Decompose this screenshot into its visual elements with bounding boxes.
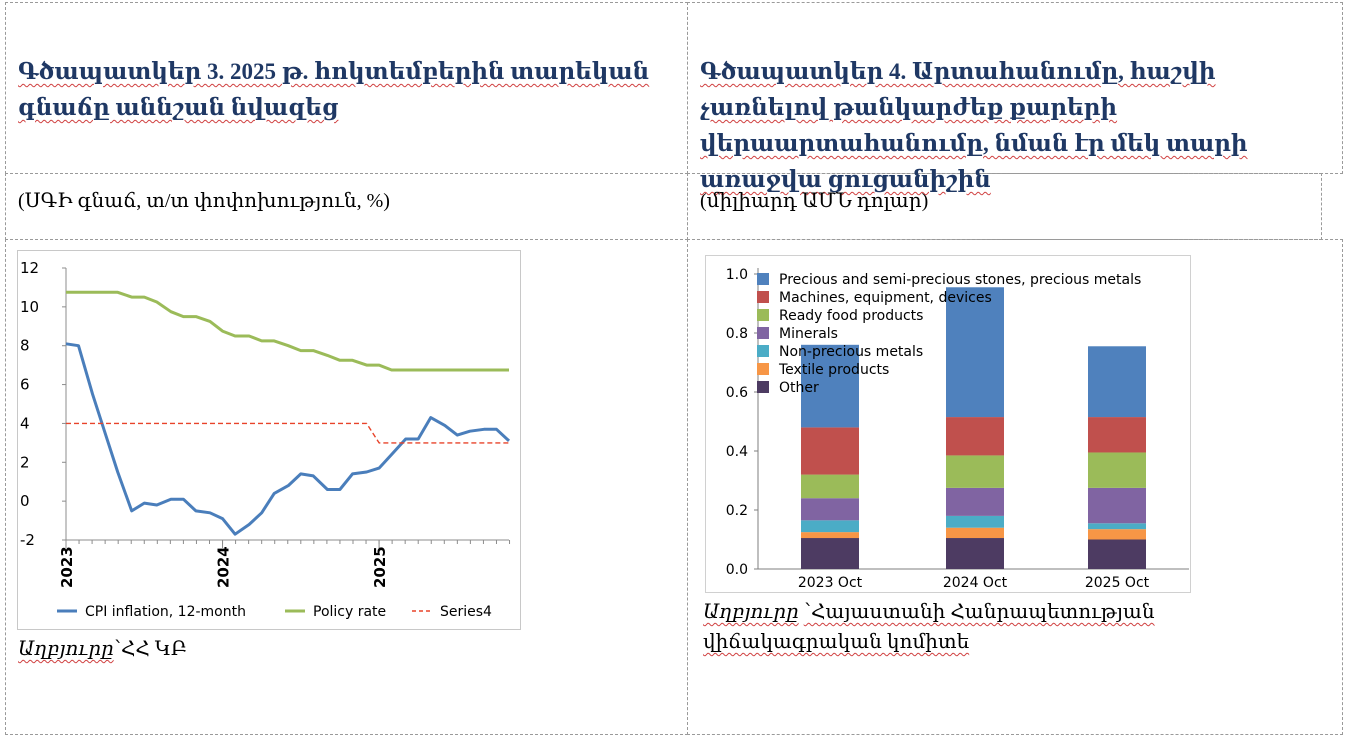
y-tick-label: -2: [20, 531, 35, 549]
bar-segment: [946, 287, 1004, 417]
bar-segment: [946, 417, 1004, 455]
y-tick-label: 0.0: [725, 562, 748, 578]
legend-swatch: [757, 363, 769, 375]
y-tick-label: 4: [20, 414, 30, 433]
bar-segment: [946, 538, 1004, 569]
legend-label: Minerals: [779, 326, 838, 342]
y-tick-label: 12: [20, 259, 40, 277]
x-tick-label: 2025 Oct: [1084, 575, 1150, 591]
x-tick-label: 2023: [58, 546, 76, 588]
left-chart-title: Գծապատկեր 3. 2025 թ. հոկտեմբերին տարեկան գնաճը աննշան նվազեց: [18, 59, 650, 120]
legend-label: Policy rate: [313, 604, 387, 620]
legend-label: Series4: [440, 604, 492, 620]
legend-label: CPI inflation, 12-month: [85, 604, 246, 620]
y-tick-label: 0.2: [725, 503, 748, 519]
legend-label: Non-precious metals: [779, 344, 924, 360]
bar-segment: [801, 427, 859, 474]
bar-segment: [801, 520, 859, 532]
exports-stacked-bar-chart: [705, 255, 1191, 593]
legend-label: Ready food products: [779, 308, 924, 324]
y-tick-label: 2: [20, 453, 30, 472]
legend-label: Textile products: [779, 362, 890, 378]
bar-segment: [1088, 452, 1146, 487]
bar-segment: [801, 538, 859, 569]
right-unit-label: (միլիարդ ԱՄՆ դոլար): [700, 190, 929, 212]
left-source-note: [18, 634, 187, 664]
legend-swatch: [757, 345, 769, 357]
bar-segment: [1088, 540, 1146, 570]
legend-label: Machines, equipment, devices: [779, 290, 992, 306]
y-tick-label: 0: [20, 492, 30, 511]
bar-segment: [946, 488, 1004, 516]
x-tick-label: 2024: [214, 546, 233, 588]
bar-segment: [1088, 529, 1146, 539]
bar-segment: [946, 455, 1004, 487]
y-tick-label: 8: [20, 336, 30, 355]
legend-swatch: [757, 309, 769, 321]
left-unit-label: (ՍԳԻ գնաճ, տ/տ փոփոխություն, %): [18, 190, 390, 212]
right-source-label: Աղբյուրը: [703, 601, 799, 623]
y-tick-label: 0.6: [725, 385, 748, 401]
legend-label: Other: [779, 380, 819, 396]
legend-label: Precious and semi-precious stones, precious metals: [779, 272, 1142, 288]
y-tick-label: 10: [20, 297, 40, 316]
right-source-note: [703, 597, 1328, 657]
y-tick-label: 0.8: [725, 326, 748, 342]
y-tick-label: 0.4: [725, 444, 748, 460]
legend-swatch: [757, 291, 769, 303]
bar-segment: [1088, 417, 1146, 452]
bar-segment: [946, 516, 1004, 528]
bar-segment: [1088, 523, 1146, 529]
right-chart-title: Գծապատկեր 4. Արտահանումը, հաշվի չառնելով թանկարժեք քարերի վերաարտահանումը, նման էր մեկ տարի առաջվա ցուցանիշին: [700, 59, 1248, 192]
y-tick-label: 6: [20, 375, 30, 394]
right-source-text: ՝Հայաստանի Հանրապետության վիճակագրական կոմիտե: [703, 601, 1155, 653]
bar-segment: [1088, 346, 1146, 417]
y-tick-label: 1.0: [725, 267, 748, 283]
x-tick-label: 2024 Oct: [942, 575, 1008, 591]
legend-swatch: [757, 381, 769, 393]
bar-segment: [946, 528, 1004, 538]
bar-segment: [801, 532, 859, 538]
bar-segment: [801, 475, 859, 499]
x-tick-label: 2023 Oct: [797, 575, 863, 591]
legend-swatch: [757, 273, 769, 285]
bar-segment: [801, 498, 859, 520]
x-tick-label: 2025: [371, 546, 390, 588]
bar-segment: [1088, 488, 1146, 523]
cpi-policy-rate-line-chart: [17, 250, 521, 630]
left-source-label: Աղբյուրը: [18, 638, 114, 660]
legend-swatch: [757, 327, 769, 339]
left-source-text: ՝ՀՀ ԿԲ: [113, 638, 188, 660]
